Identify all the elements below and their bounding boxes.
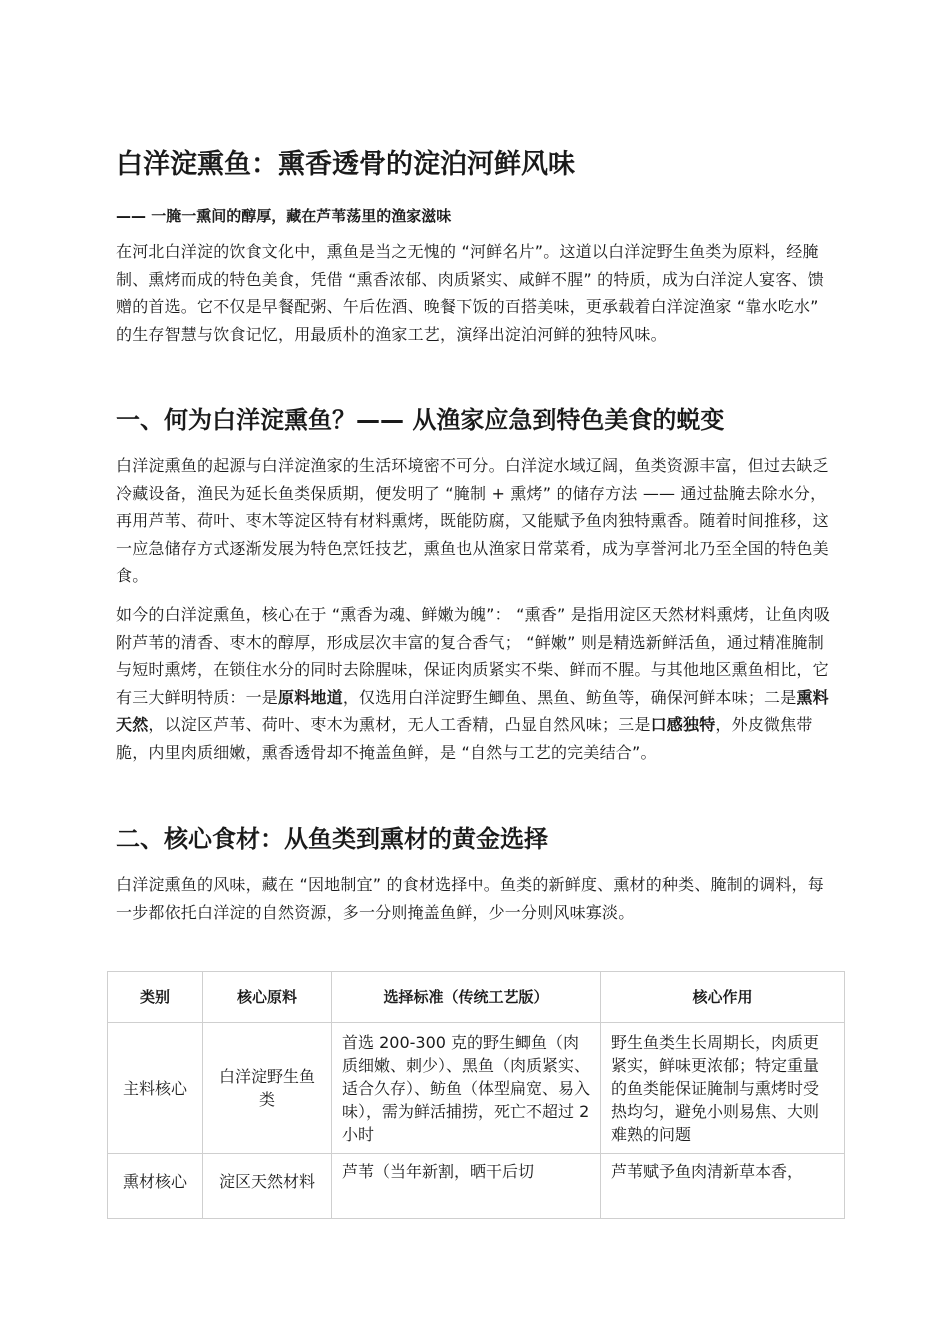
- table-cell: 主料核心: [108, 1023, 203, 1154]
- table-row: [108, 1154, 845, 1219]
- header-core-material: 核心原料: [203, 972, 332, 1023]
- table-row: [108, 1023, 845, 1154]
- text-run: ，仅选用白洋淀野生鲫鱼、黑鱼、鲂鱼等，确保河鲜本味；二是: [342, 687, 797, 707]
- bold-term-smoke: 熏料天然: [116, 687, 829, 734]
- bold-term-origin: 原料地道: [278, 687, 343, 707]
- section1-heading: 一、何为白洋淀熏鱼？—— 从渔家应急到特色美食的蜕变: [116, 406, 725, 434]
- section2-heading: 二、核心食材：从鱼类到熏材的黄金选择: [116, 825, 548, 853]
- table-cell: 熏材核心: [108, 1154, 203, 1219]
- table-cell: 芦苇（当年新割，晒干后切: [332, 1154, 601, 1219]
- section1-paragraph-2: [116, 601, 838, 766]
- text-run: ，以淀区芦苇、荷叶、枣木为熏材，无人工香精，凸显自然风味；三是: [148, 715, 651, 734]
- ingredients-table: [107, 971, 845, 1219]
- intro-paragraph: 在河北白洋淀的饮食文化中，熏鱼是当之无愧的 “河鲜名片”。这道以白洋淀野生鱼类为原料，经腌制、熏烤而成的特色美食，凭借 “熏香浓郁、肉质紧实、咸鲜不腥” 的特质，成为白洋淀人宴客、馈赠的首选。它不仅是早餐配粥、午后佐酒、晚餐下饭的百搭美味，更承载着白洋淀渔家 “靠水吃水” 的生存智慧与饮食记忆，用最质朴的渔家工艺，演绎出淀泊河鲜的独特风味。: [116, 242, 824, 344]
- bold-term-texture: 口感独特: [650, 715, 716, 734]
- table-header-row: [108, 972, 845, 1023]
- header-selection-standard: 选择标准（传统工艺版）: [332, 972, 601, 1023]
- text-run: 如今的白洋淀熏鱼，核心在于 “熏香为魂、鲜嫩为魄”： “熏香” 是指用淀区天然材料熏烤，让鱼肉吸附芦苇的清香、枣木的醇厚，形成层次丰富的复合香气； “鲜嫩” 则是精选新鲜活鱼，通过精准腌制与短时熏烤，在锁住水分的同时去除腥味，保证肉质紧实不柴、鲜而不腥。与其他地区熏鱼相比，它有三大鲜明特质：一是: [116, 605, 831, 707]
- text-run: ，外皮微焦带脆，内里肉质细嫩，熏香透骨却不掩盖鱼鲜，是 “自然与工艺的完美结合”。: [116, 715, 813, 762]
- section2-paragraph-1: 白洋淀熏鱼的风味，藏在 “因地制宜” 的食材选择中。鱼类的新鲜度、熏材的种类、腌制的调料，每一步都依托白洋淀的自然资源，多一分则掩盖鱼鲜，少一分则风味寡淡。: [116, 875, 824, 922]
- header-category: 类别: [108, 972, 203, 1023]
- table-cell: 淀区天然材料: [203, 1154, 332, 1219]
- subtitle: —— 一腌一熏间的醇厚，藏在芦苇荡里的渔家滋味: [116, 207, 452, 225]
- table-cell: 首选 200-300 克的野生鲫鱼（肉质细嫩、刺少）、黑鱼（肉质紧实、适合久存）、鲂鱼（体型扁宽、易入味），需为鲜活捕捞，死亡不超过 2 小时: [332, 1023, 601, 1154]
- table-cell: 白洋淀野生鱼类: [203, 1023, 332, 1154]
- table-cell: 芦苇赋予鱼肉清新草本香，: [601, 1154, 845, 1219]
- section1-paragraph-1: 白洋淀熏鱼的起源与白洋淀渔家的生活环境密不可分。白洋淀水域辽阔，鱼类资源丰富，但过去缺乏冷藏设备，渔民为延长鱼类保质期，便发明了 “腌制 + 熏烤” 的储存方法 —— 通过盐腌去除水分，再用芦苇、荷叶、枣木等淀区特有材料熏烤，既能防腐，又能赋予鱼肉独特熏香。随着时间推移，这一应急储存方式逐渐发展为特色烹饪技艺，熏鱼也从渔家日常菜肴，成为享誉河北乃至全国的特色美食。: [116, 456, 829, 585]
- table-cell: 野生鱼类生长周期长，肉质更紧实，鲜味更浓郁；特定重量的鱼类能保证腌制与熏烤时受热均匀，避免小则易焦、大则难熟的问题: [601, 1023, 845, 1154]
- page-title: 白洋淀熏鱼：熏香透骨的淀泊河鲜风味: [116, 149, 575, 180]
- header-core-function: 核心作用: [601, 972, 845, 1023]
